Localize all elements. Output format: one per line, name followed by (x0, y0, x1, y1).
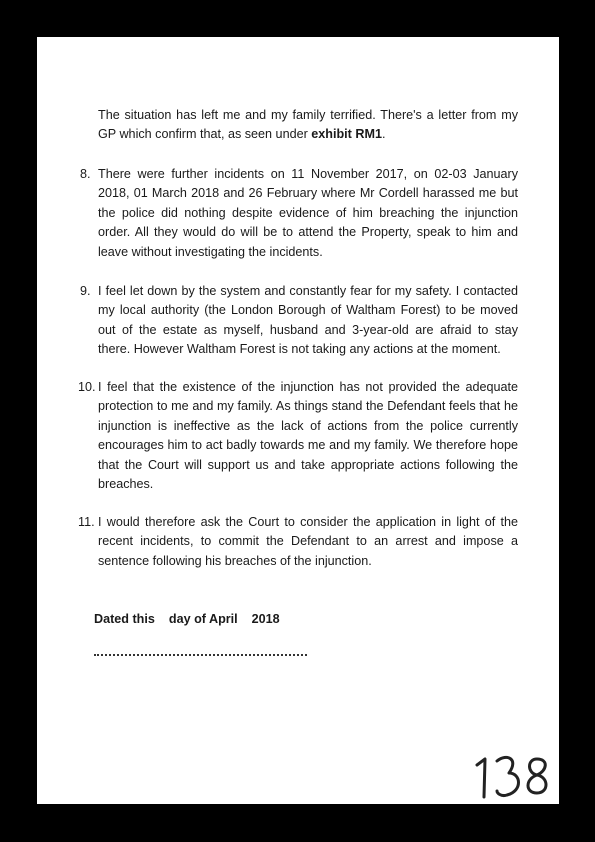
paragraph-11: I would therefore ask the Court to consider the application in light of the recent incidents, to commit the Defendant to an arrest and impose a sentence following his breaches of the injunction. (98, 515, 518, 568)
document-page (37, 37, 559, 804)
paragraph-number-11: 11. (78, 515, 95, 529)
intro-text: The situation has left me and my family terrified. There's a letter from my GP which confirm that, as seen under (98, 108, 518, 142)
signature-line (94, 654, 307, 656)
paragraph-10: I feel that the existence of the injunction has not provided the adequate protection to me and my family. As things stand the Defendant feels that he injunction is ineffective as the lack of actions from the police currently encourages him to act badly towards me and my family. We therefore hope that the Court will support us and take appropriate actions following the breaches. (98, 380, 518, 492)
intro-paragraph: The situation has left me and my family terrified. There's a letter from my GP which confirm that, as seen under exhibit RM1. (98, 108, 518, 142)
paragraph-number-10: 10. (78, 380, 96, 394)
exhibit-reference: exhibit RM1 (311, 127, 382, 142)
handwritten-page-number (467, 747, 557, 802)
paragraph-9: I feel let down by the system and constantly fear for my safety. I contacted my local authority (the London Borough of Waltham Forest) to be moved out of the estate as myself, husband and 3-year-old are afraid to stay there. However Waltham Forest is not taking any actions at the moment. (98, 284, 518, 357)
dated-line: Dated this day of April 2018 (94, 612, 280, 626)
paragraph-number-8: 8. (80, 167, 91, 181)
paragraph-number-9: 9. (80, 284, 91, 298)
paragraph-8: There were further incidents on 11 November 2017, on 02-03 January 2018, 01 March 2018 and 26 February where Mr Cordell harassed me but the police did nothing despite evidence of him breaching the injunction order. All they would do will be to attend the Property, speak to him and leave without investigating the incidents. (98, 167, 518, 259)
